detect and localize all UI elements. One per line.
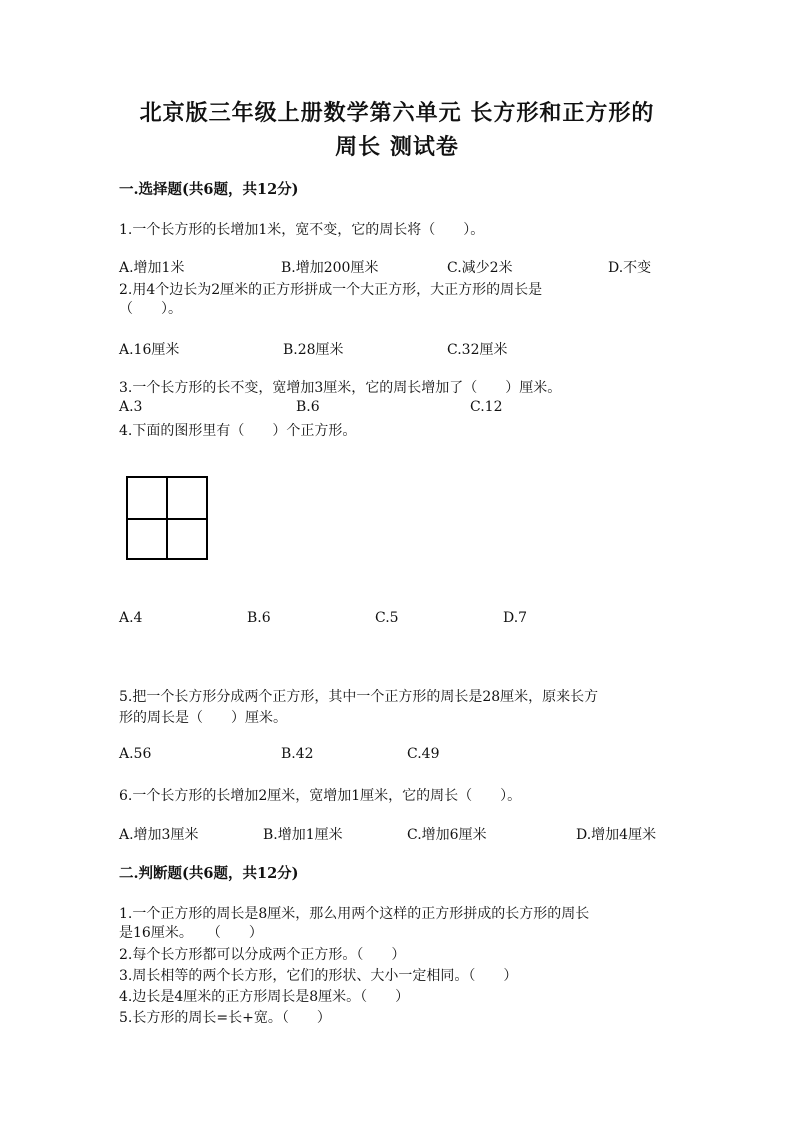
q5-option-a: A.56 [119,746,152,762]
question-1-text: 1.一个长方形的长增加1米，宽不变，它的周长将（ ）。 [119,222,485,238]
tf-question-5: 5.长方形的周长=长+宽。（ ） [119,1010,331,1026]
tf-question-1-line2: 是16厘米。 （ ） [119,925,263,941]
square-grid-figure [126,476,208,560]
question-3-text: 3.一个长方形的长不变，宽增加3厘米，它的周长增加了（ ）厘米。 [119,380,562,396]
q1-option-a: A.增加1米 [119,260,185,276]
question-6-text: 6.一个长方形的长增加2厘米，宽增加1厘米，它的周长（ ）。 [119,788,522,804]
page-title-line2: 周长 测试卷 [335,134,459,160]
q4-option-b: B.6 [247,610,271,626]
q4-option-d: D.7 [503,610,528,626]
question-5-line1: 5.把一个长方形分成两个正方形，其中一个正方形的周长是28厘米，原来长方 [119,689,599,705]
section2-heading: 二.判断题(共6题，共12分) [119,865,299,882]
page-title-line1: 北京版三年级上册数学第六单元 长方形和正方形的 [139,100,655,126]
question-5-line2: 形的周长是（ ）厘米。 [119,710,287,726]
q5-option-b: B.42 [281,746,314,762]
q2-option-b: B.28厘米 [283,342,344,358]
q2-option-a: A.16厘米 [119,342,180,358]
q6-option-a: A.增加3厘米 [119,827,199,843]
q6-option-d: D.增加4厘米 [576,827,657,843]
q4-option-c: C.5 [375,610,399,626]
q5-option-c: C.49 [407,746,440,762]
tf-question-4: 4.边长是4厘米的正方形周长是8厘米。（ ） [119,989,410,1005]
q2-option-c: C.32厘米 [447,342,508,358]
q1-option-c: C.减少2米 [447,260,513,276]
q1-option-b: B.增加200厘米 [281,260,379,276]
question-2-line2: （ ）。 [119,301,182,317]
tf-question-3: 3.周长相等的两个长方形，它们的形状、大小一定相同。（ ） [119,968,518,984]
q6-option-b: B.增加1厘米 [263,827,343,843]
question-4-text: 4.下面的图形里有（ ）个正方形。 [119,423,357,439]
q1-option-d: D.不变 [608,260,652,276]
tf-question-1-line1: 1.一个正方形的周长是8厘米，那么用两个这样的正方形拼成的长方形的周长 [119,906,590,922]
tf-question-2: 2.每个长方形都可以分成两个正方形。（ ） [119,947,406,963]
q4-option-a: A.4 [119,610,143,626]
q3-option-a: A.3 [119,399,143,415]
q3-option-b: B.6 [296,399,320,415]
question-2-line1: 2.用4个边长为2厘米的正方形拼成一个大正方形，大正方形的周长是 [119,282,543,298]
section1-heading: 一.选择题(共6题，共12分) [119,181,299,198]
q6-option-c: C.增加6厘米 [407,827,487,843]
q3-option-c: C.12 [470,399,503,415]
